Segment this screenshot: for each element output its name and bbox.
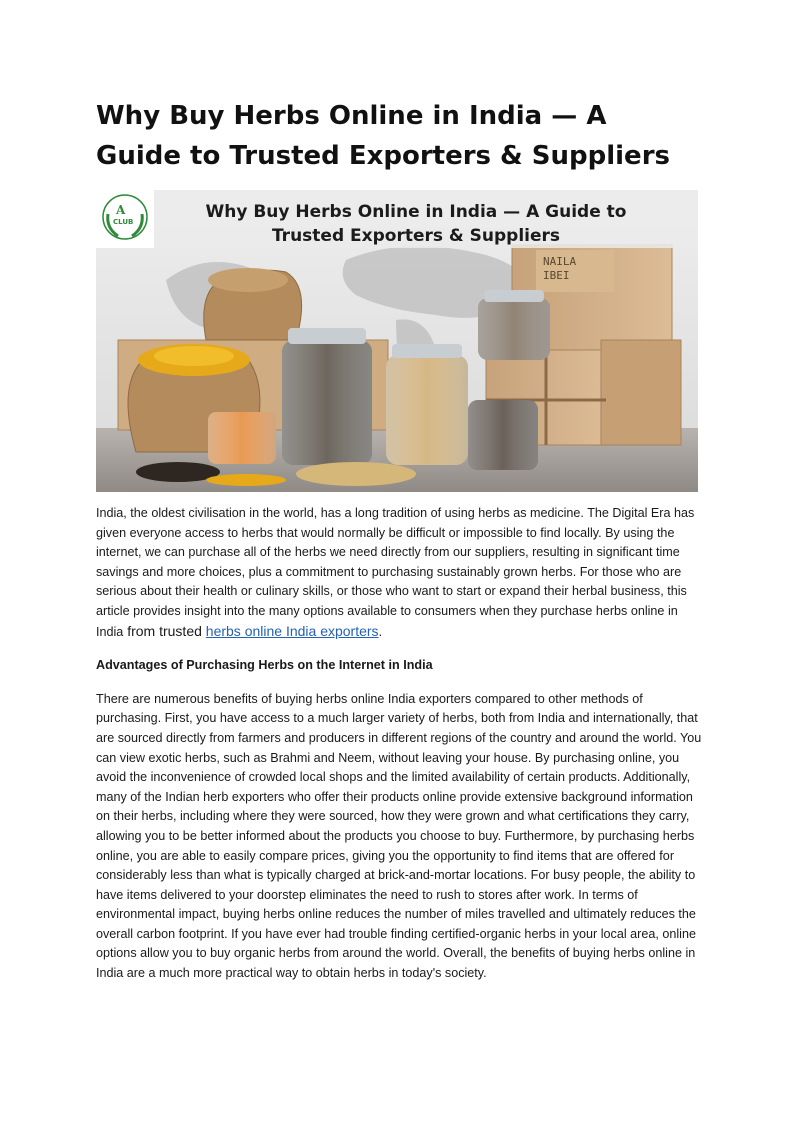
club-logo	[96, 190, 154, 248]
section-paragraph: There are numerous benefits of buying herbs online India exporters compared to other methods of purchasing. First, you have access to a much larger variety of herbs, both from India and internationally, that are sourced directly from farmers and producers in different regions of the country and around the world. You can view exotic herbs, such as Brahmi and Neem, without leaving your house. By purchasing online, you avoid the inconvenience of crowded local shops and the limited availability of certain products. Additionally, many of the Indian herb exporters who offer their products online provide extensive background information on their herbs, including where they were sourced, how they were grown and what certifications they carry, allowing you to be better informed about the products you choose to buy. Furthermore, by purchasing herbs online, you are able to easily compare prices, giving you the opportunity to find items that are offered for considerably less than what is typically charged at brick-and-mortar locations. For busy people, the ability to have items delivered to your doorstep eliminates the need to rush to stores after work. In terms of environmental impact, buying herbs online reduces the number of miles travelled and ultimately reduces the overall carbon footprint. If you have ever had trouble finding certified-organic herbs in your local area, online options allow you to buy organic herbs from around the world. Overall, the benefits of buying herbs online in India are a much more practical way to obtain herbs in today's society.	[96, 691, 702, 981]
hero-image	[96, 190, 698, 492]
intro-paragraph	[96, 504, 702, 642]
section-heading: Advantages of Purchasing Herbs on the Internet in India	[96, 658, 433, 673]
page-title: Why Buy Herbs Online in India — A Guide to Trusted Exporters & Suppliers	[96, 101, 670, 171]
box-label-2: IBEI	[543, 269, 570, 282]
spilled-turmeric	[206, 474, 286, 486]
logo-text: CLUB	[113, 218, 134, 226]
spilled-seeds-2	[296, 462, 416, 486]
logo-letter: A	[116, 203, 126, 217]
box-label: NAILA	[543, 255, 577, 268]
hero-banner-title-line1: Why Buy Herbs Online in India — A Guide to	[205, 202, 627, 222]
intro-text: India, the oldest civilisation in the world, has a long tradition of using herbs as medicine. The Digital Era has given everyone access to herbs that would normally be difficult or impossible to find locally. By using the internet, we can purchase all of the herbs we need directly from our suppliers, resulting in significant time savings and more choices, plus a commitment to purchasing sustainably grown herbs. For those who are serious about their health or culinary skills, or those who want to start or expand their herbal business, this article provides insight into the many options available to consumers when they purchase herbs online in India	[96, 506, 695, 639]
hero-banner-title	[96, 200, 698, 248]
intro-end: .	[378, 624, 383, 639]
herbs-exporters-link[interactable]: herbs online India exporters	[205, 622, 379, 639]
hero-banner-title-line2: Trusted Exporters & Suppliers	[271, 226, 561, 246]
laurel-logo-icon	[96, 190, 154, 248]
article-body	[96, 504, 702, 984]
intro-trusted: from trusted	[123, 622, 206, 639]
hero-banner	[154, 190, 698, 248]
